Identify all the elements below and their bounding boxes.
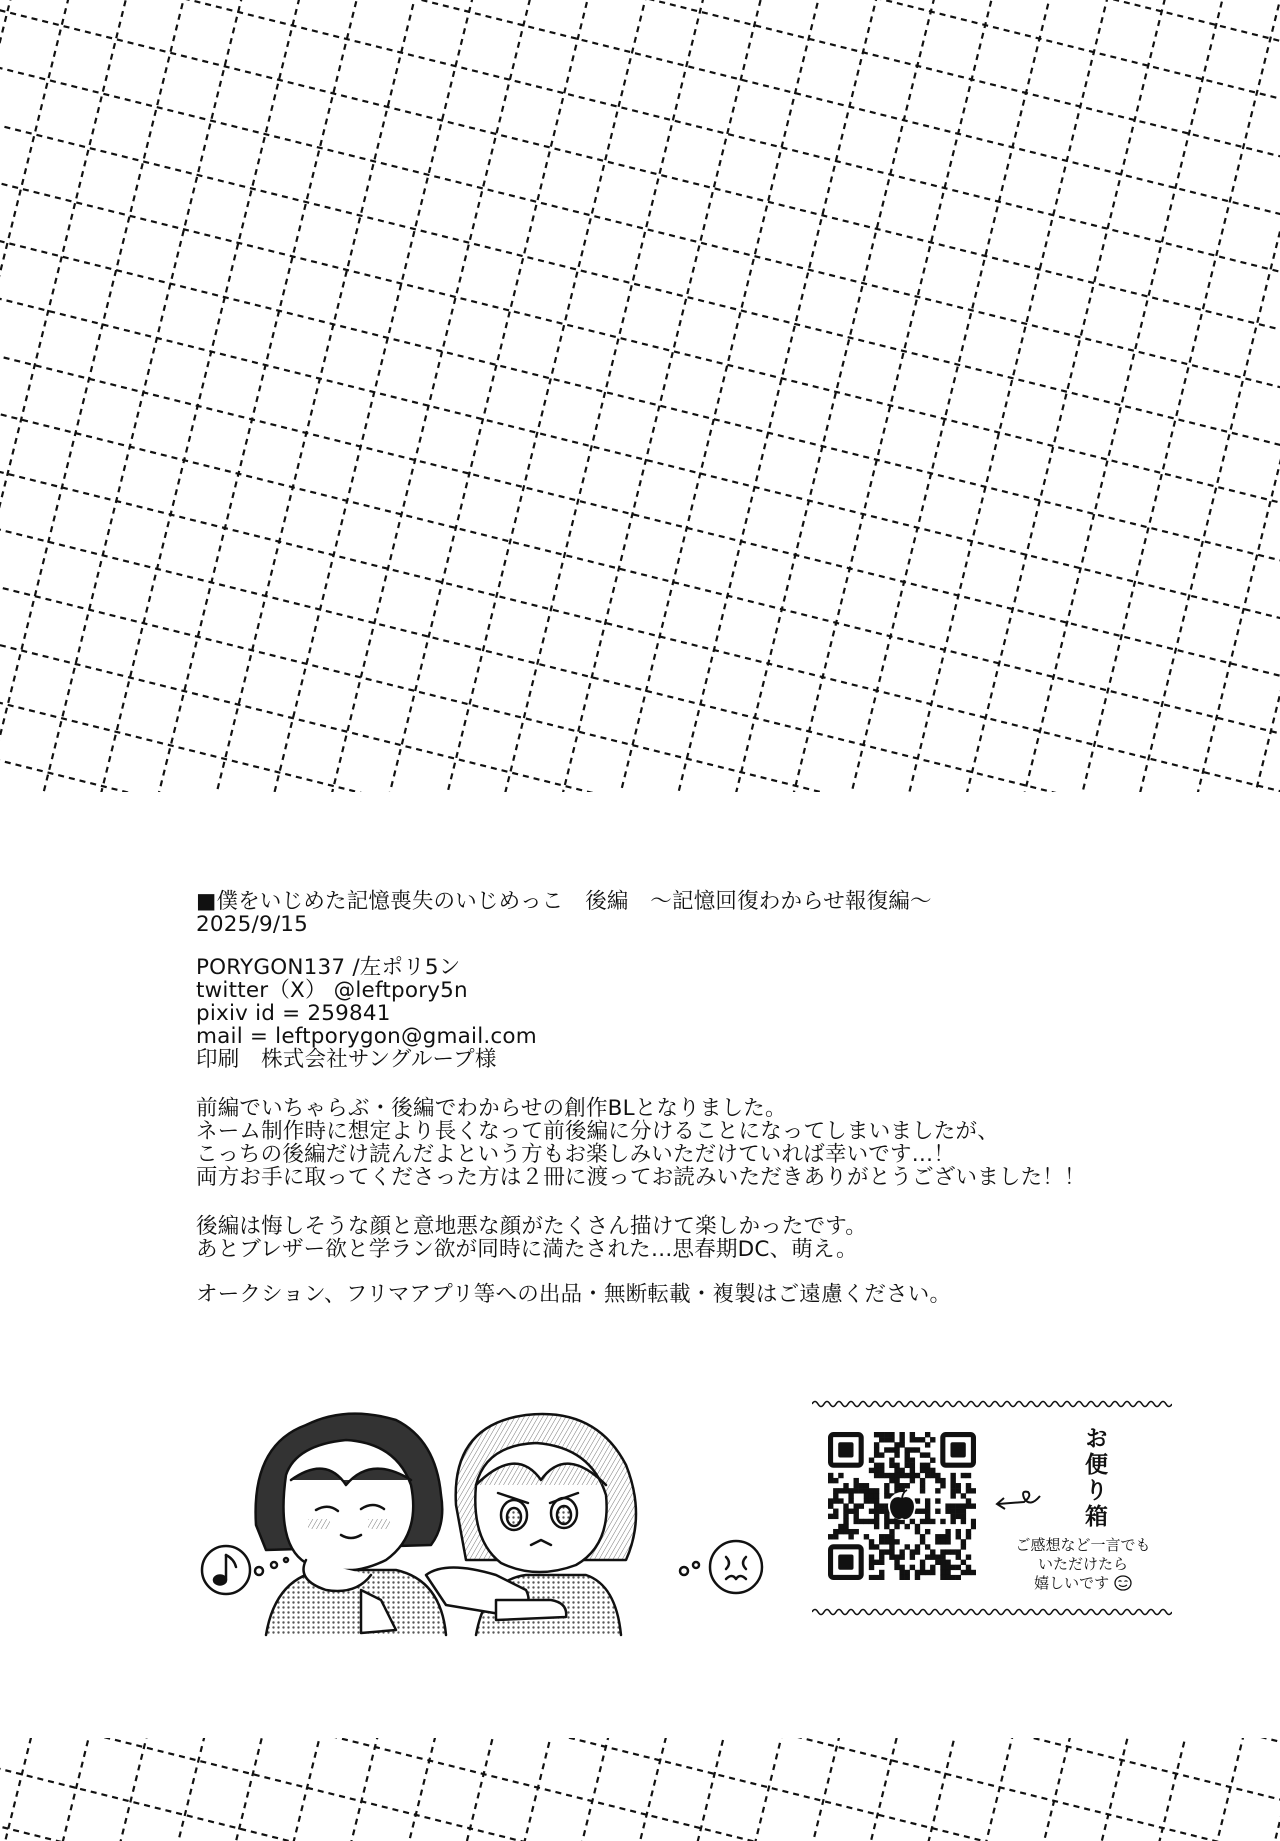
afterword-line: 前編でいちゃらぶ・後編でわからせの創作BLとなりました。 [196,1096,787,1121]
twitter-handle: twitter（X） @leftpory5n [196,978,468,1003]
mailbox-title: お便り箱 [1081,1426,1107,1530]
book-title: ■僕をいじめた記憶喪失のいじめっこ 後編 ～記憶回復わからせ報復編～ [196,889,932,914]
wavy-border-top [812,1398,1172,1410]
mailbox-note-line: ご感想など一言でも [1015,1536,1151,1554]
afterword-line: 両方お手に取ってくださった方は２冊に渡ってお読みいただきありがとうございました！！ [196,1165,1086,1190]
afterword-line: ネーム制作時に想定より長くなって前後編に分けることになってしまいましたが、 [196,1119,999,1144]
afterword-line: こっちの後編だけ読んだよという方もお楽しみいただけていれば幸いです…！ [196,1142,956,1167]
music-note-bubble [202,1546,288,1594]
pixiv-id: pixiv id = 259841 [196,1001,391,1026]
mailbox-panel [812,1398,1172,1618]
dashed-grid-pattern-bottom [0,1738,1280,1841]
mailbox-note-line: いただけたら [1037,1555,1128,1573]
dark-haired-boy [256,1414,446,1635]
light-haired-boy [426,1414,636,1635]
circle-name: PORYGON137 /左ポリ5ン [196,955,461,980]
wavy-border-bottom [812,1606,1172,1618]
anger-mark-bubble [680,1541,762,1593]
chibi-illustration [196,1385,771,1640]
arrow-icon [994,1482,1044,1512]
mailbox-note-line: 嬉しいです [1034,1574,1110,1592]
printer-credit: 印刷 株式会社サングループ様 [196,1047,497,1072]
colophon [196,890,1196,1306]
afterword-line: 後編は悔しそうな顔と意地悪な顔がたくさん描けて楽しかったです。 [196,1214,867,1239]
afterword-line: あとブレザー欲と学ラン欲が同時に満たされた…思春期DC、萌え。 [196,1237,858,1262]
reprint-notice: オークション、フリマアプリ等への出品・無断転載・複製はご遠慮ください。 [196,1282,952,1307]
mail-address: mail = leftporygon@gmail.com [196,1024,537,1049]
smile-icon [1114,1575,1132,1591]
dashed-grid-pattern-top [0,0,1280,792]
mailbox-note [998,1536,1168,1593]
publish-date: 2025/9/15 [196,912,309,937]
qr-code[interactable] [828,1432,976,1580]
